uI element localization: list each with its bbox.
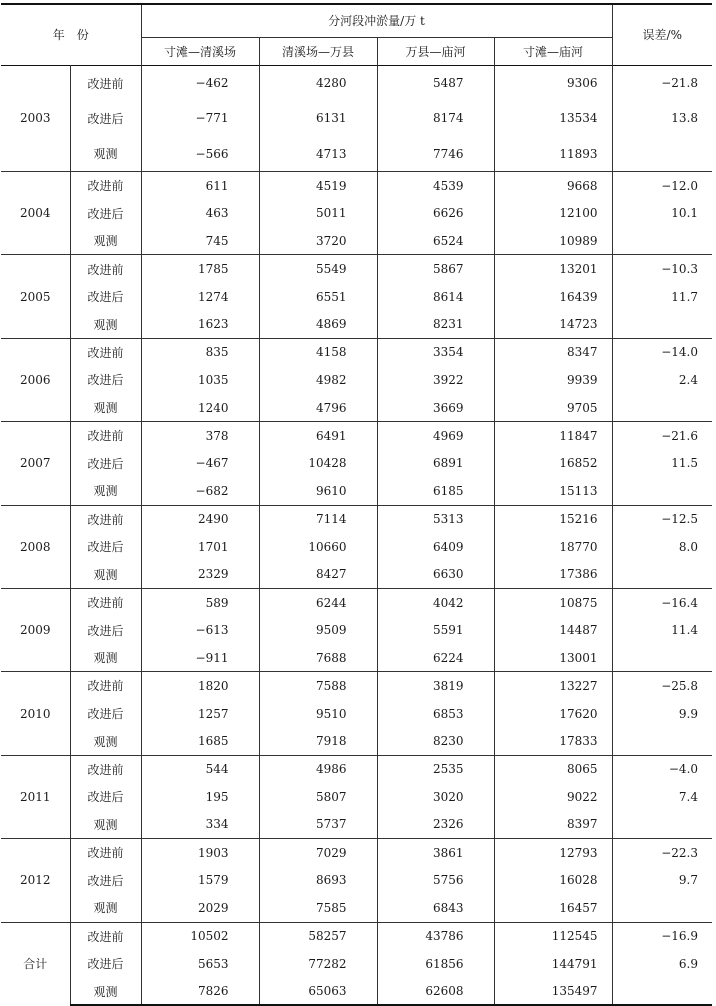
error-cell: −21.6 xyxy=(612,422,712,450)
table-row xyxy=(1,950,712,978)
value-cell: 9509 xyxy=(259,616,377,644)
value-cell: 6843 xyxy=(377,894,494,922)
row-label: 改进后 xyxy=(70,950,141,978)
table-row xyxy=(1,65,712,101)
year-cell: 2003 xyxy=(1,65,70,172)
value-cell: 745 xyxy=(141,227,259,255)
value-cell: 4042 xyxy=(377,588,494,616)
value-cell: 2326 xyxy=(377,811,494,839)
value-cell: 4539 xyxy=(377,172,494,200)
value-cell: 10502 xyxy=(141,922,259,950)
error-cell: 11.7 xyxy=(612,283,712,311)
table-row xyxy=(1,310,712,338)
value-cell: 3819 xyxy=(377,672,494,700)
error-cell: 8.0 xyxy=(612,533,712,561)
error-cell: −4.0 xyxy=(612,755,712,783)
row-label: 改进前 xyxy=(70,672,141,700)
row-label: 改进后 xyxy=(70,366,141,394)
error-cell: −25.8 xyxy=(612,672,712,700)
value-cell: 6853 xyxy=(377,700,494,728)
value-cell: 62608 xyxy=(377,978,494,1006)
value-cell: 14487 xyxy=(494,616,612,644)
value-cell: 9939 xyxy=(494,366,612,394)
value-cell: 18770 xyxy=(494,533,612,561)
value-cell: 135497 xyxy=(494,978,612,1006)
value-cell: 7114 xyxy=(259,505,377,533)
error-cell: −22.3 xyxy=(612,839,712,867)
row-label: 改进后 xyxy=(70,783,141,811)
value-cell: 3720 xyxy=(259,227,377,255)
value-cell: 9306 xyxy=(494,65,612,101)
table-row xyxy=(1,672,712,700)
value-cell: 589 xyxy=(141,588,259,616)
table-row xyxy=(1,422,712,450)
value-cell: 7585 xyxy=(259,894,377,922)
value-cell: −566 xyxy=(141,136,259,172)
error-cell: −12.5 xyxy=(612,505,712,533)
table-row xyxy=(1,449,712,477)
row-label: 观测 xyxy=(70,978,141,1006)
value-cell: 5487 xyxy=(377,65,494,101)
value-cell: 12793 xyxy=(494,839,612,867)
value-cell: −467 xyxy=(141,449,259,477)
error-cell: 6.9 xyxy=(612,950,712,978)
row-label: 改进后 xyxy=(70,700,141,728)
row-label: 改进前 xyxy=(70,922,141,950)
row-label: 观测 xyxy=(70,894,141,922)
year-cell: 2008 xyxy=(1,505,70,588)
row-label: 改进后 xyxy=(70,616,141,644)
row-label: 改进前 xyxy=(70,65,141,101)
table-row xyxy=(1,283,712,311)
error-cell: 2.4 xyxy=(612,366,712,394)
table-row xyxy=(1,477,712,505)
value-cell: 6626 xyxy=(377,199,494,227)
header-year: 年 份 xyxy=(1,4,141,65)
value-cell: 1701 xyxy=(141,533,259,561)
row-label: 改进前 xyxy=(70,422,141,450)
value-cell: 5737 xyxy=(259,811,377,839)
value-cell: 6891 xyxy=(377,449,494,477)
row-label: 观测 xyxy=(70,727,141,755)
table-row xyxy=(1,839,712,867)
value-cell: 1257 xyxy=(141,700,259,728)
table-row xyxy=(1,136,712,172)
value-cell: 7826 xyxy=(141,978,259,1006)
value-cell: 6551 xyxy=(259,283,377,311)
value-cell: 378 xyxy=(141,422,259,450)
value-cell: 6185 xyxy=(377,477,494,505)
year-cell: 2012 xyxy=(1,839,70,922)
value-cell: 5867 xyxy=(377,255,494,283)
value-cell: 9610 xyxy=(259,477,377,505)
value-cell: −682 xyxy=(141,477,259,505)
year-cell: 合计 xyxy=(1,922,70,1005)
value-cell: 6409 xyxy=(377,533,494,561)
value-cell: 1785 xyxy=(141,255,259,283)
value-cell: 8174 xyxy=(377,101,494,137)
value-cell: 16852 xyxy=(494,449,612,477)
table-row xyxy=(1,561,712,589)
value-cell: 5653 xyxy=(141,950,259,978)
value-cell: −462 xyxy=(141,65,259,101)
value-cell: 11893 xyxy=(494,136,612,172)
error-cell: −21.8 xyxy=(612,65,712,101)
error-cell xyxy=(612,561,712,589)
error-cell: 13.8 xyxy=(612,101,712,137)
value-cell: 6131 xyxy=(259,101,377,137)
table-row xyxy=(1,783,712,811)
header-error: 误差/% xyxy=(612,4,712,65)
year-cell: 2007 xyxy=(1,422,70,505)
value-cell: 13227 xyxy=(494,672,612,700)
value-cell: 77282 xyxy=(259,950,377,978)
value-cell: 4982 xyxy=(259,366,377,394)
row-label: 观测 xyxy=(70,136,141,172)
table-row xyxy=(1,922,712,950)
error-cell: −12.0 xyxy=(612,172,712,200)
row-label: 观测 xyxy=(70,811,141,839)
error-cell xyxy=(612,644,712,672)
row-label: 改进后 xyxy=(70,101,141,137)
value-cell: 4280 xyxy=(259,65,377,101)
row-label: 改进后 xyxy=(70,199,141,227)
value-cell: 5756 xyxy=(377,866,494,894)
table-row xyxy=(1,533,712,561)
header-reach-4: 寸滩—庙河 xyxy=(494,37,612,65)
table-row xyxy=(1,172,712,200)
table-row xyxy=(1,700,712,728)
row-label: 观测 xyxy=(70,310,141,338)
error-cell xyxy=(612,227,712,255)
year-cell: 2011 xyxy=(1,755,70,838)
value-cell: 8347 xyxy=(494,338,612,366)
value-cell: 7588 xyxy=(259,672,377,700)
error-cell: −16.4 xyxy=(612,588,712,616)
row-label: 改进后 xyxy=(70,533,141,561)
value-cell: 13201 xyxy=(494,255,612,283)
error-cell: 9.7 xyxy=(612,866,712,894)
value-cell: 2490 xyxy=(141,505,259,533)
row-label: 改进后 xyxy=(70,449,141,477)
value-cell: 4986 xyxy=(259,755,377,783)
error-cell: 9.9 xyxy=(612,700,712,728)
table-row xyxy=(1,227,712,255)
row-label: 观测 xyxy=(70,477,141,505)
value-cell: 58257 xyxy=(259,922,377,950)
value-cell: 5313 xyxy=(377,505,494,533)
table-row xyxy=(1,255,712,283)
value-cell: 16028 xyxy=(494,866,612,894)
value-cell: 1035 xyxy=(141,366,259,394)
table-row xyxy=(1,811,712,839)
table-row xyxy=(1,755,712,783)
error-cell xyxy=(612,894,712,922)
table-row xyxy=(1,394,712,422)
value-cell: 14723 xyxy=(494,310,612,338)
value-cell: 8231 xyxy=(377,310,494,338)
value-cell: 10989 xyxy=(494,227,612,255)
error-cell: −16.9 xyxy=(612,922,712,950)
table-row xyxy=(1,644,712,672)
table-row xyxy=(1,588,712,616)
value-cell: 11847 xyxy=(494,422,612,450)
value-cell: 1685 xyxy=(141,727,259,755)
value-cell: 112545 xyxy=(494,922,612,950)
value-cell: 61856 xyxy=(377,950,494,978)
value-cell: 3354 xyxy=(377,338,494,366)
value-cell: 144791 xyxy=(494,950,612,978)
row-label: 观测 xyxy=(70,561,141,589)
error-cell: −10.3 xyxy=(612,255,712,283)
value-cell: 5807 xyxy=(259,783,377,811)
error-cell xyxy=(612,978,712,1006)
value-cell: 3922 xyxy=(377,366,494,394)
header-reach-group: 分河段冲淤量/万 t xyxy=(141,4,612,37)
row-label: 改进后 xyxy=(70,866,141,894)
value-cell: 15216 xyxy=(494,505,612,533)
table-row xyxy=(1,616,712,644)
table-row xyxy=(1,505,712,533)
row-label: 改进前 xyxy=(70,255,141,283)
year-cell: 2009 xyxy=(1,588,70,671)
value-cell: 7688 xyxy=(259,644,377,672)
value-cell: 835 xyxy=(141,338,259,366)
value-cell: 7918 xyxy=(259,727,377,755)
value-cell: 8230 xyxy=(377,727,494,755)
row-label: 改进前 xyxy=(70,588,141,616)
table-row xyxy=(1,727,712,755)
value-cell: 611 xyxy=(141,172,259,200)
value-cell: 1274 xyxy=(141,283,259,311)
row-label: 改进前 xyxy=(70,755,141,783)
value-cell: 15113 xyxy=(494,477,612,505)
value-cell: −911 xyxy=(141,644,259,672)
table-row xyxy=(1,101,712,137)
value-cell: 4713 xyxy=(259,136,377,172)
value-cell: 8065 xyxy=(494,755,612,783)
value-cell: 463 xyxy=(141,199,259,227)
year-cell: 2006 xyxy=(1,338,70,421)
value-cell: 4158 xyxy=(259,338,377,366)
value-cell: 2329 xyxy=(141,561,259,589)
header-reach-3: 万县—庙河 xyxy=(377,37,494,65)
value-cell: 6630 xyxy=(377,561,494,589)
value-cell: 10875 xyxy=(494,588,612,616)
error-cell: 7.4 xyxy=(612,783,712,811)
value-cell: 4969 xyxy=(377,422,494,450)
value-cell: 544 xyxy=(141,755,259,783)
table-row xyxy=(1,338,712,366)
value-cell: 3020 xyxy=(377,783,494,811)
value-cell: 10428 xyxy=(259,449,377,477)
value-cell: 4869 xyxy=(259,310,377,338)
table-row xyxy=(1,366,712,394)
value-cell: −771 xyxy=(141,101,259,137)
value-cell: 17833 xyxy=(494,727,612,755)
value-cell: 8397 xyxy=(494,811,612,839)
error-cell xyxy=(612,136,712,172)
header-reach-2: 清溪场—万县 xyxy=(259,37,377,65)
error-cell xyxy=(612,394,712,422)
value-cell: 334 xyxy=(141,811,259,839)
year-cell: 2004 xyxy=(1,172,70,255)
value-cell: 6244 xyxy=(259,588,377,616)
value-cell: 13001 xyxy=(494,644,612,672)
row-label: 观测 xyxy=(70,227,141,255)
value-cell: 17620 xyxy=(494,700,612,728)
value-cell: −613 xyxy=(141,616,259,644)
value-cell: 8427 xyxy=(259,561,377,589)
year-cell: 2010 xyxy=(1,672,70,755)
value-cell: 195 xyxy=(141,783,259,811)
value-cell: 2029 xyxy=(141,894,259,922)
sediment-table xyxy=(1,3,712,1006)
value-cell: 16457 xyxy=(494,894,612,922)
value-cell: 1820 xyxy=(141,672,259,700)
error-cell: 11.5 xyxy=(612,449,712,477)
row-label: 改进前 xyxy=(70,505,141,533)
value-cell: 1240 xyxy=(141,394,259,422)
value-cell: 6524 xyxy=(377,227,494,255)
table-row xyxy=(1,978,712,1006)
value-cell: 5591 xyxy=(377,616,494,644)
value-cell: 8693 xyxy=(259,866,377,894)
table-body xyxy=(1,65,712,1005)
error-cell xyxy=(612,811,712,839)
value-cell: 6224 xyxy=(377,644,494,672)
header-reach-1: 寸滩—清溪场 xyxy=(141,37,259,65)
value-cell: 13534 xyxy=(494,101,612,137)
value-cell: 10660 xyxy=(259,533,377,561)
value-cell: 8614 xyxy=(377,283,494,311)
value-cell: 2535 xyxy=(377,755,494,783)
value-cell: 9705 xyxy=(494,394,612,422)
value-cell: 9668 xyxy=(494,172,612,200)
value-cell: 5549 xyxy=(259,255,377,283)
error-cell: 10.1 xyxy=(612,199,712,227)
value-cell: 6491 xyxy=(259,422,377,450)
row-label: 改进前 xyxy=(70,839,141,867)
value-cell: 4519 xyxy=(259,172,377,200)
value-cell: 65063 xyxy=(259,978,377,1006)
value-cell: 17386 xyxy=(494,561,612,589)
error-cell xyxy=(612,477,712,505)
value-cell: 1623 xyxy=(141,310,259,338)
value-cell: 1579 xyxy=(141,866,259,894)
row-label: 改进前 xyxy=(70,172,141,200)
row-label: 改进后 xyxy=(70,283,141,311)
value-cell: 1903 xyxy=(141,839,259,867)
table-row xyxy=(1,199,712,227)
error-cell: 11.4 xyxy=(612,616,712,644)
value-cell: 7029 xyxy=(259,839,377,867)
error-cell xyxy=(612,310,712,338)
value-cell: 9022 xyxy=(494,783,612,811)
row-label: 改进前 xyxy=(70,338,141,366)
value-cell: 3861 xyxy=(377,839,494,867)
value-cell: 5011 xyxy=(259,199,377,227)
value-cell: 16439 xyxy=(494,283,612,311)
value-cell: 3669 xyxy=(377,394,494,422)
value-cell: 4796 xyxy=(259,394,377,422)
error-cell xyxy=(612,727,712,755)
table-row xyxy=(1,866,712,894)
table-row xyxy=(1,894,712,922)
row-label: 观测 xyxy=(70,394,141,422)
value-cell: 7746 xyxy=(377,136,494,172)
value-cell: 12100 xyxy=(494,199,612,227)
row-label: 观测 xyxy=(70,644,141,672)
year-cell: 2005 xyxy=(1,255,70,338)
error-cell: −14.0 xyxy=(612,338,712,366)
value-cell: 9510 xyxy=(259,700,377,728)
value-cell: 43786 xyxy=(377,922,494,950)
